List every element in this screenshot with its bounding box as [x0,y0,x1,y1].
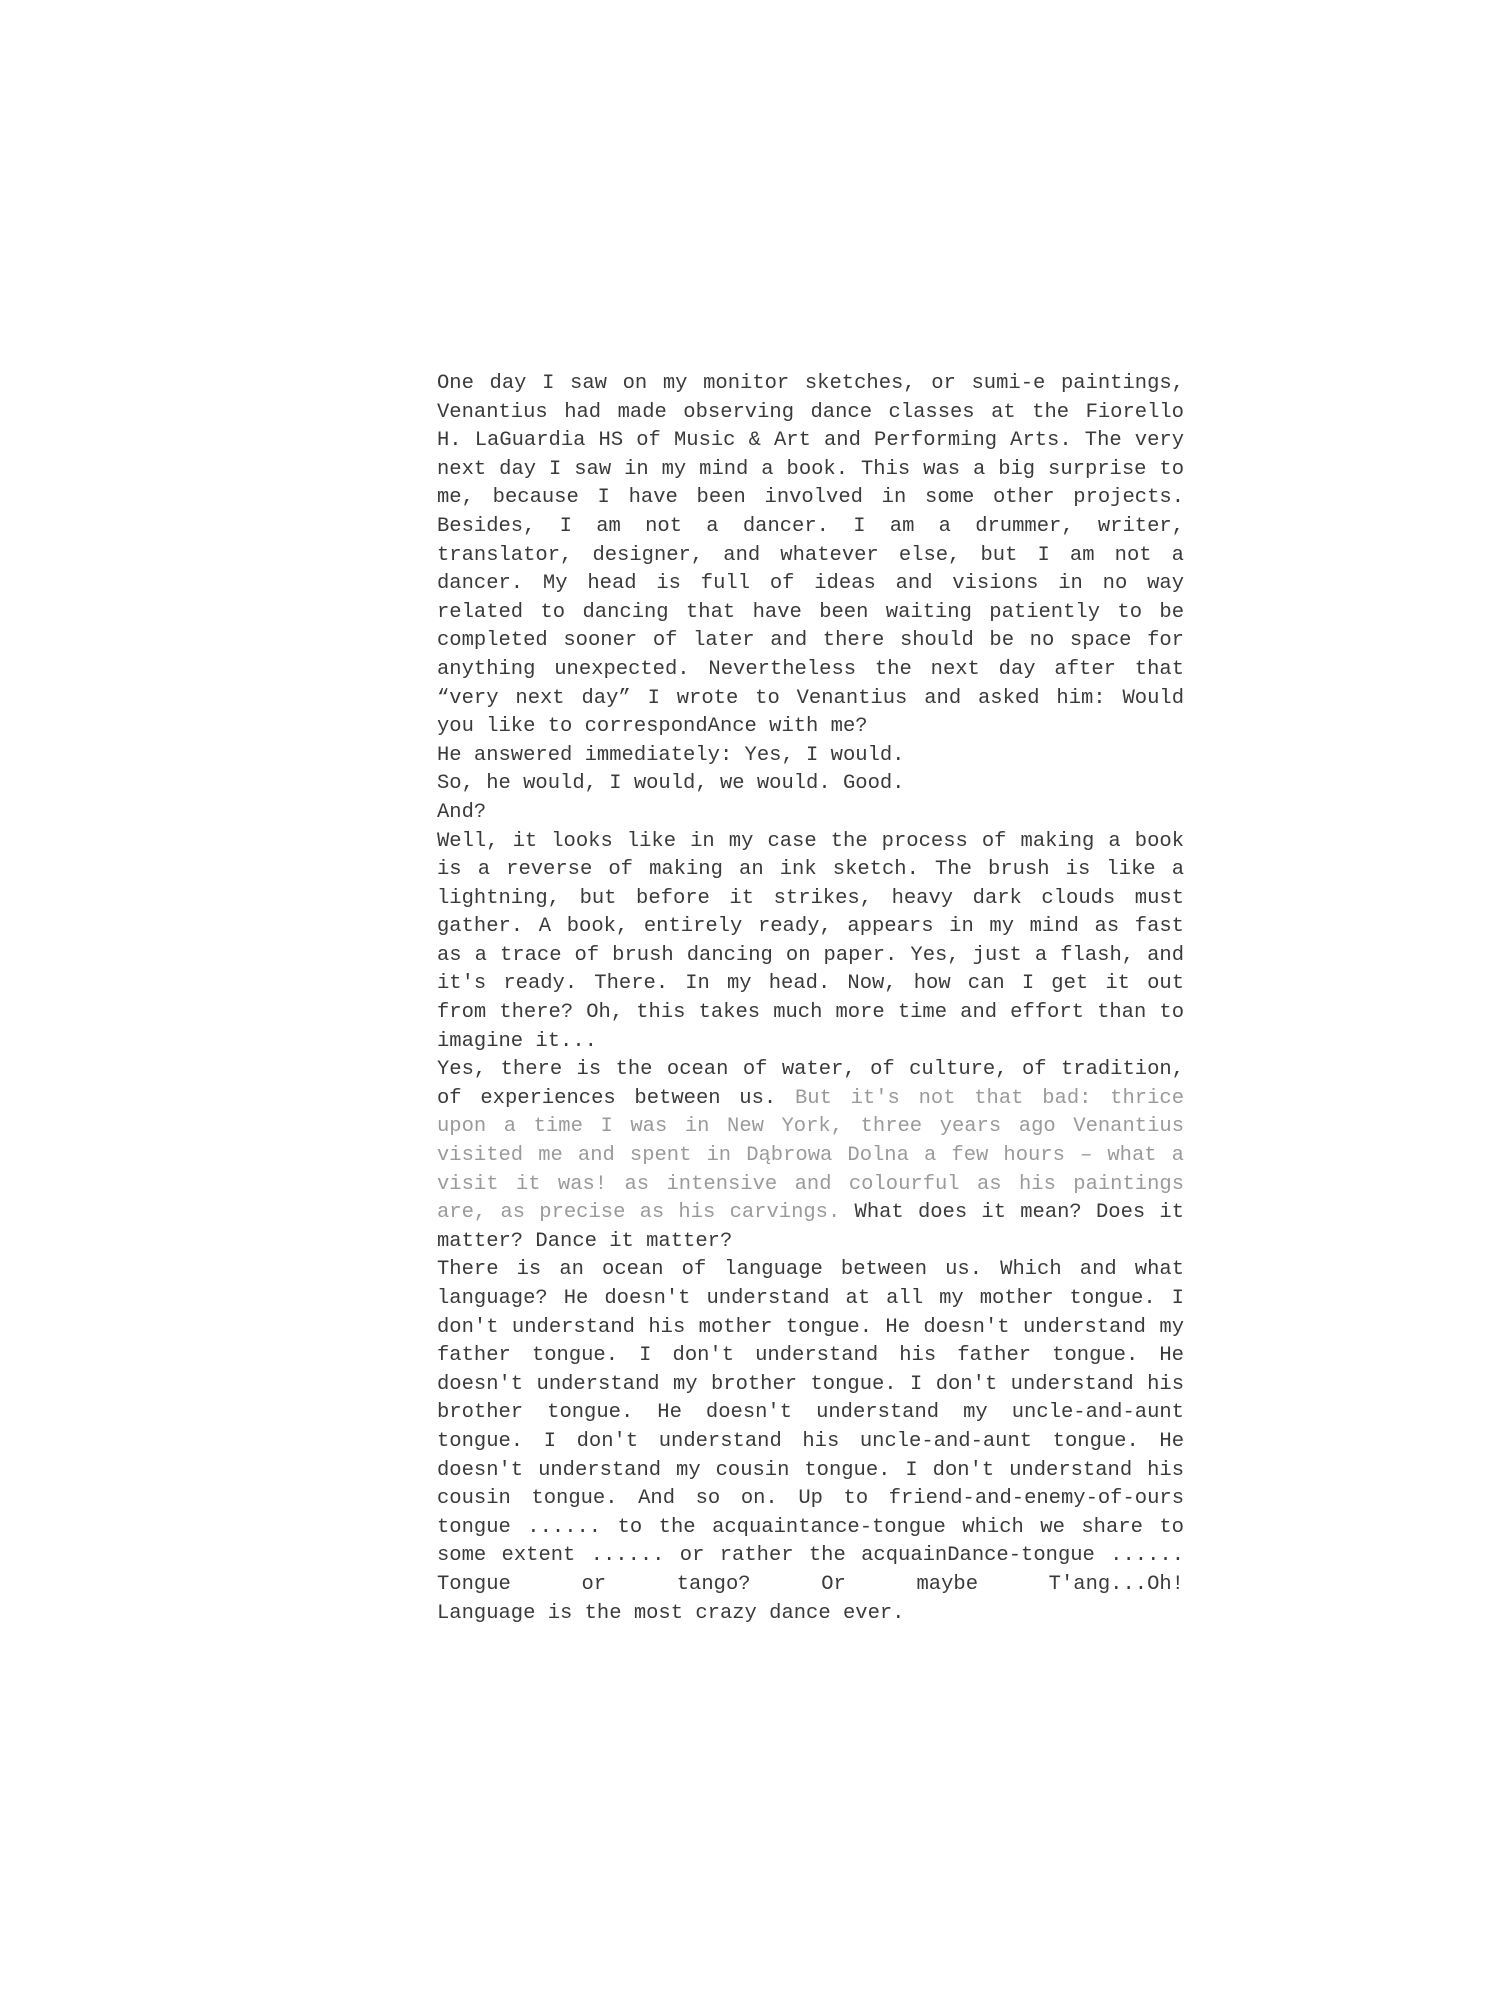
paragraph-answer: He answered immediately: Yes, I would. [437,743,905,767]
ocean-text-end: What does it mean? Does it matter? Dance it matter? [437,1201,1184,1253]
paragraph-crazy-dance: Language is the most crazy dance ever. [437,1601,905,1625]
paragraph-monitor-sketches: One day I saw on my monitor sketches, or sumi-e paintings, Venantius had made observing dance classes at the Fiorello H. LaGuardia HS of Music & Art and Performing Arts. The very next day I saw in my mind a book. This was a big surprise to me, because I have been involved in some other projects. Besides, I am not a dancer. I am a drummer, writer, translator, designer, and whatever else, but I am not a dancer. My head is full of ideas and visions in no way related to dancing that have been waiting patiently to be completed sooner of later and there should be no space for anything unexpected. Nevertheless the next day after that “very next day” I wrote to Venantius and asked him: Would you like to correspondAnce with me? [437,372,1184,739]
paragraph-book-process: Well, it looks like in my case the process of making a book is a reverse of making an ink sketch. The brush is like a lightning, but before it strikes, heavy dark clouds must gather. A book, entirely ready, appears in my mind as fast as a trace of brush dancing on paper. Yes, just a flash, and it's ready. There. In my head. Now, how can I get it out from there? Oh, this takes much more time and effort than to imagine it... [437,829,1184,1053]
document-body [437,370,1184,1628]
paragraph-ocean-of-language: There is an ocean of language between us. Which and what language? He doesn't understand at all my mother tongue. I don't understand his mother tongue. He doesn't understand my father tongue. I don't understand his father tongue. He doesn't understand my brother tongue. I don't understand his brother tongue. He doesn't understand my uncle-and-aunt tongue. I don't understand his uncle-and-aunt tongue. He doesn't understand my cousin tongue. I don't understand his cousin tongue. And so on. Up to friend-and-enemy-of-ours tongue ...... to the acquaintance-tongue which we share to some extent ...... or rather the acquainDance-tongue ...... Tongue or tango? Or maybe T'ang...Oh! [437,1258,1184,1596]
ocean-text-start: Yes, there is the ocean of water, of culture, of tradition, of experiences between us. [437,1058,1184,1110]
paragraph-and: And? [437,800,487,824]
paragraph-ocean-of-water [437,1056,1184,1256]
faded-visit-text: But it's not that bad: thrice upon a time I was in New York, three years ago Venantius visited me and spent in Dąbrowa Dolna a few hours – what a visit it was! as intensive and colourful as his paintings are, as precise as his carvings. [437,1086,1184,1225]
paragraph-we-would: So, he would, I would, we would. Good. [437,772,905,796]
